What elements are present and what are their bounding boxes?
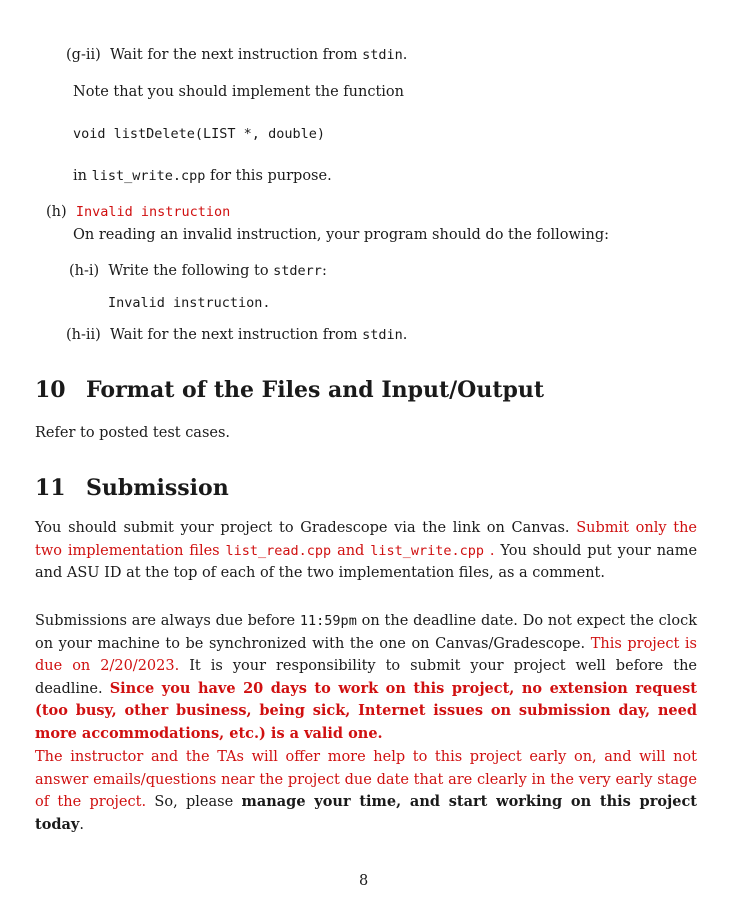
item-label: (h-i) xyxy=(69,263,100,279)
text: So, please xyxy=(146,794,242,810)
item-h-i xyxy=(69,263,327,279)
section-title: Format of the Files and Input/Output xyxy=(86,377,545,403)
item-h-ii xyxy=(66,327,407,343)
item-label: (h) xyxy=(46,204,67,220)
item-text: Wait for the next instruction from xyxy=(110,47,363,63)
paragraph-help xyxy=(35,746,697,836)
code-list-read: list_read.cpp xyxy=(225,542,332,559)
bold-text: manage your time, and start working on this project today xyxy=(35,793,698,833)
paragraph-deadline xyxy=(35,610,697,745)
text: . xyxy=(79,816,84,833)
item-label: (g-ii) xyxy=(66,47,101,63)
text: Wait for the next instruction from xyxy=(110,327,363,343)
section-heading-11 xyxy=(35,475,229,501)
section-number: 11 xyxy=(35,475,66,501)
code-stdin: stdin xyxy=(362,327,403,343)
warning-text: Since you have 20 days to work on this project, no extension request (too busy, other business, being sick, Internet issues on submission day, need more accommodations, etc.) is a valid one. xyxy=(35,679,698,742)
code-signature: void listDelete(LIST *, double) xyxy=(73,126,325,142)
item-title: Invalid instruction xyxy=(75,204,231,220)
page-number: 8 xyxy=(359,873,369,889)
code-stdin: stdin xyxy=(362,47,403,63)
text: for this purpose. xyxy=(205,168,332,184)
note-in-line xyxy=(73,168,332,184)
red-text: and xyxy=(331,542,371,559)
section-heading-10 xyxy=(35,377,544,403)
section-title: Submission xyxy=(86,475,229,501)
red-text: The instructor and the TAs will offer more help to this project early on, and will not answer emails/questions near the project due date that are clearly in the very early stage of the project. xyxy=(35,749,697,810)
text: It is your responsibility to submit your project well before the deadline. xyxy=(35,658,697,697)
text: You should put your name and ASU ID at the top of each of the two implementation files, as a comment. xyxy=(35,542,698,581)
text: Write the following to xyxy=(108,263,274,279)
text: in xyxy=(73,168,92,184)
text: : xyxy=(321,263,327,279)
code-output: Invalid instruction. xyxy=(108,295,271,311)
code-stderr: stderr xyxy=(273,263,322,279)
section-number: 10 xyxy=(35,377,66,403)
text: . xyxy=(402,327,408,343)
red-text: . xyxy=(484,542,495,559)
code-time: 11:59pm xyxy=(299,613,357,629)
red-text: Submit only the two implementation files xyxy=(35,520,698,559)
text: Submissions are always due before xyxy=(35,613,300,629)
note-text: Note that you should implement the function xyxy=(73,84,404,100)
code-list-write: list_write.cpp xyxy=(370,542,485,559)
code-filename: list_write.cpp xyxy=(91,168,206,184)
h-description: On reading an invalid instruction, your program should do the following: xyxy=(73,227,610,243)
item-g-ii xyxy=(66,47,407,63)
item-h xyxy=(46,204,230,220)
punct: . xyxy=(402,47,408,63)
due-date-text: This project is due on 2/20/2023. xyxy=(35,635,697,674)
text: on the deadline date. Do not expect the clock on your machine to be synchronized with the one on Canvas/Gradescope. xyxy=(35,613,697,652)
item-label: (h-ii) xyxy=(66,327,101,343)
text: You should submit your project to Gradescope via the link on Canvas. xyxy=(35,520,577,536)
paragraph-submission xyxy=(35,517,697,585)
section-10-body: Refer to posted test cases. xyxy=(35,425,231,441)
